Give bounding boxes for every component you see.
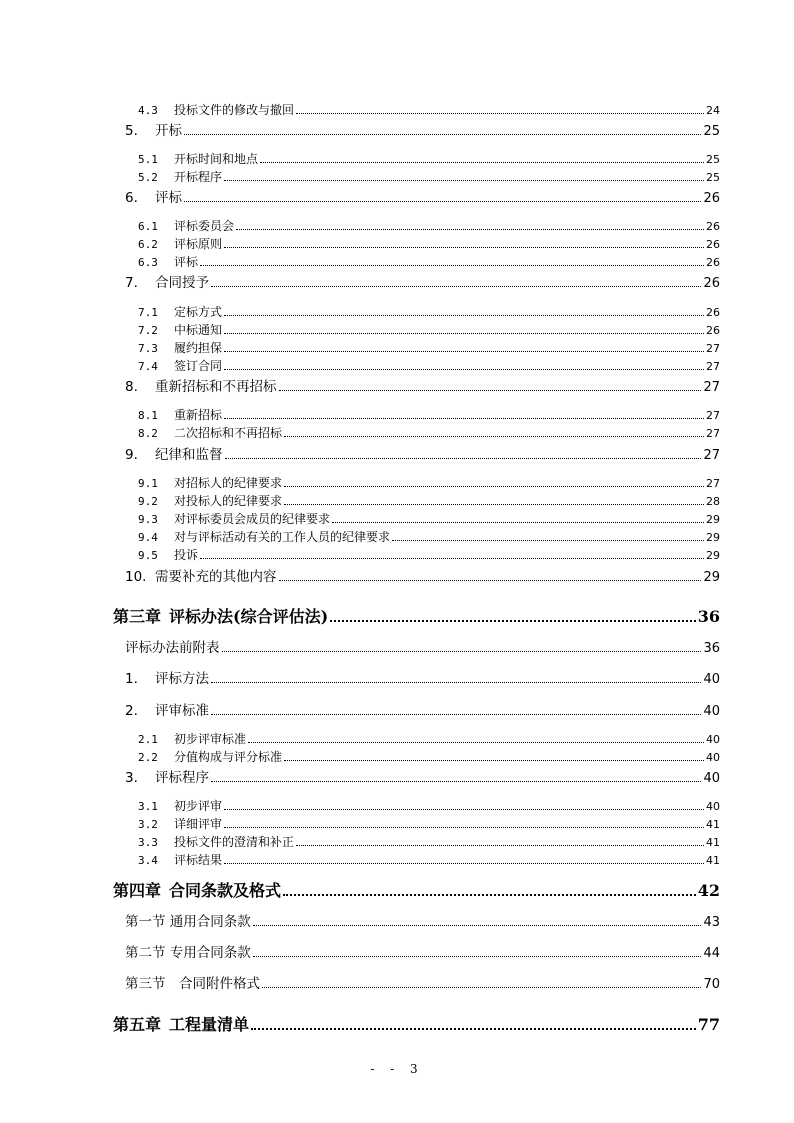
toc-entry[interactable] xyxy=(138,253,720,270)
toc-entry-number: 4.3 xyxy=(138,104,158,117)
toc-entry-title: 评标 xyxy=(155,190,182,206)
toc-entry[interactable] xyxy=(138,528,720,545)
toc-entry[interactable] xyxy=(138,150,720,167)
toc-entry-number: 3.1 xyxy=(138,800,158,813)
toc-entry-title: 重新招标和不再招标 xyxy=(155,379,277,395)
dot-leader xyxy=(248,742,704,743)
dot-leader xyxy=(224,333,704,334)
toc-entry-title: 需要补充的其他内容 xyxy=(155,569,277,585)
dot-leader xyxy=(211,714,701,715)
toc-entry-title: 评标办法前附表 xyxy=(125,640,220,656)
dot-leader xyxy=(184,201,701,202)
toc-entry[interactable] xyxy=(125,910,720,930)
toc-entry-number: 6.2 xyxy=(138,238,158,251)
toc-chapter[interactable] xyxy=(113,1012,720,1035)
toc-chapter-number: 第四章 xyxy=(113,881,162,900)
toc-entry[interactable] xyxy=(138,851,720,868)
dot-leader xyxy=(284,760,704,761)
toc-entry-number: 7.4 xyxy=(138,360,158,373)
toc-entry-title: 对招标人的纪律要求 xyxy=(174,476,283,490)
toc-entry-page: 26 xyxy=(706,306,720,319)
toc-entry-title: 第二节 专用合同条款 xyxy=(125,945,251,961)
toc-entry[interactable] xyxy=(125,667,720,687)
toc-entry-number: 7.1 xyxy=(138,306,158,319)
toc-chapter[interactable] xyxy=(113,604,720,627)
toc-entry-title: 对评标委员会成员的纪律要求 xyxy=(174,512,331,526)
toc-entry-number: 2.2 xyxy=(138,751,158,764)
toc-entry-page: 40 xyxy=(703,672,720,687)
toc-entry-title: 纪律和监督 xyxy=(155,447,223,463)
toc-entry-number: 6.1 xyxy=(138,220,158,233)
toc-chapter-title: 评标办法(综合评估法) xyxy=(169,607,329,626)
toc-entry-page: 40 xyxy=(706,751,720,764)
dot-leader xyxy=(236,229,704,230)
toc-entry[interactable] xyxy=(138,235,720,252)
toc-entry[interactable] xyxy=(138,815,720,832)
toc-entry[interactable] xyxy=(138,357,720,374)
toc-entry-page: 70 xyxy=(703,977,720,992)
toc-entry[interactable] xyxy=(125,186,720,206)
toc-entry-title: 履约担保 xyxy=(174,341,223,355)
dot-leader xyxy=(211,781,701,782)
toc-entry[interactable] xyxy=(138,424,720,441)
toc-entry-number: 6.3 xyxy=(138,256,158,269)
toc-entry[interactable] xyxy=(138,321,720,338)
toc-entry[interactable] xyxy=(138,510,720,527)
dot-leader xyxy=(392,540,704,541)
dot-leader xyxy=(330,620,696,622)
toc-entry-page: 27 xyxy=(706,477,720,490)
toc-chapter-number: 第三章 xyxy=(113,607,162,626)
toc-entry-title: 投诉 xyxy=(174,548,199,562)
toc-entry-title: 详细评审 xyxy=(174,817,223,831)
toc-entry[interactable] xyxy=(125,766,720,786)
dot-leader xyxy=(262,987,701,988)
toc-entry-title: 第一节 通用合同条款 xyxy=(125,914,251,930)
dot-leader xyxy=(224,369,704,370)
toc-entry-title: 开标时间和地点 xyxy=(174,152,259,166)
toc-entry-page: 29 xyxy=(706,531,720,544)
dot-leader xyxy=(224,418,704,419)
toc-entry-number: 9.2 xyxy=(138,495,158,508)
toc-chapter-title: 工程量清单 xyxy=(169,1015,250,1034)
toc-entry-title: 初步评审标准 xyxy=(174,732,247,746)
dot-leader xyxy=(225,458,702,459)
toc-entry[interactable] xyxy=(125,271,720,291)
toc-entry-page: 26 xyxy=(703,191,720,206)
toc-entry-page: 28 xyxy=(706,495,720,508)
toc-entry-number: 3.2 xyxy=(138,818,158,831)
dot-leader xyxy=(211,286,701,287)
toc-entry-title: 分值构成与评分标准 xyxy=(174,750,283,764)
toc-entry[interactable] xyxy=(125,972,720,992)
toc-entry-number: 3.4 xyxy=(138,854,158,867)
toc-entry-number: 8.2 xyxy=(138,427,158,440)
dot-leader xyxy=(284,486,704,487)
toc-entry-title: 评审标准 xyxy=(155,703,209,719)
toc-entry-page: 43 xyxy=(703,915,720,930)
toc-entry-page: 27 xyxy=(703,380,720,395)
toc-entry-number: 9.4 xyxy=(138,531,158,544)
toc-entry-title: 合同授予 xyxy=(155,275,209,291)
toc-entry[interactable] xyxy=(125,119,720,139)
toc-entry-page: 27 xyxy=(706,360,720,373)
toc-entry-number: 7.3 xyxy=(138,342,158,355)
toc-entry-number: 2.1 xyxy=(138,733,158,746)
toc-entry-title: 二次招标和不再招标 xyxy=(174,426,283,440)
toc-entry-page: 27 xyxy=(706,342,720,355)
toc-entry-page: 40 xyxy=(703,771,720,786)
toc-entry-number: 10. xyxy=(125,569,147,585)
toc-entry-page: 36 xyxy=(703,641,720,656)
page-number-footer: - - 3 xyxy=(370,1062,424,1076)
toc-entry[interactable] xyxy=(138,546,720,563)
toc-entry[interactable] xyxy=(138,217,720,234)
toc-entry-title: 初步评审 xyxy=(174,799,223,813)
dot-leader xyxy=(200,558,704,559)
dot-leader xyxy=(224,180,704,181)
toc-chapter[interactable] xyxy=(113,878,720,901)
toc-entry-title: 评标程序 xyxy=(155,770,209,786)
toc-entry-number: 8.1 xyxy=(138,409,158,422)
dot-leader xyxy=(284,504,704,505)
toc-entry-number: 5.1 xyxy=(138,153,158,166)
toc-chapter-page: 77 xyxy=(697,1015,720,1034)
toc-entry-page: 27 xyxy=(703,448,720,463)
toc-entry[interactable] xyxy=(125,941,720,961)
toc-entry-page: 29 xyxy=(703,570,720,585)
dot-leader xyxy=(224,247,704,248)
toc-entry[interactable] xyxy=(138,339,720,356)
toc-entry[interactable] xyxy=(138,101,720,118)
toc-entry-title: 对投标人的纪律要求 xyxy=(174,494,283,508)
toc-entry-title: 评标 xyxy=(174,255,199,269)
toc-entry-page: 26 xyxy=(703,276,720,291)
dot-leader xyxy=(253,925,702,926)
toc-entry-title: 评标原则 xyxy=(174,237,223,251)
toc-entry-page: 40 xyxy=(706,733,720,746)
toc-entry-page: 25 xyxy=(706,153,720,166)
toc-entry-page: 24 xyxy=(706,104,720,117)
toc-entry-title: 对与评标活动有关的工作人员的纪律要求 xyxy=(174,530,391,544)
toc-entry-page: 27 xyxy=(706,409,720,422)
toc-entry-page: 40 xyxy=(706,800,720,813)
toc-entry-page: 41 xyxy=(706,836,720,849)
toc-entry-number: 3. xyxy=(125,770,138,786)
toc-entry-number: 1. xyxy=(125,671,138,687)
toc-chapter-page: 42 xyxy=(697,881,720,900)
toc-entry-page: 29 xyxy=(706,513,720,526)
toc-entry[interactable] xyxy=(138,492,720,509)
toc-entry-number: 2. xyxy=(125,703,138,719)
toc-entry-title: 签订合同 xyxy=(174,359,223,373)
toc-entry[interactable] xyxy=(138,303,720,320)
toc-entry-number: 8. xyxy=(125,379,138,395)
toc-entry[interactable] xyxy=(125,565,720,585)
toc-entry-title: 重新招标 xyxy=(174,408,223,422)
toc-entry-number: 9.5 xyxy=(138,549,158,562)
toc-entry-number: 9.1 xyxy=(138,477,158,490)
toc-entry[interactable] xyxy=(125,375,720,395)
dot-leader xyxy=(251,1028,696,1030)
dot-leader xyxy=(283,894,696,896)
dot-leader xyxy=(200,265,704,266)
dot-leader xyxy=(260,162,704,163)
toc-entry-number: 6. xyxy=(125,190,138,206)
dot-leader xyxy=(222,651,702,652)
toc-entry-title: 定标方式 xyxy=(174,305,223,319)
toc-entry-page: 40 xyxy=(703,704,720,719)
toc-entry-title: 评标委员会 xyxy=(174,219,235,233)
toc-entry-title: 评标方法 xyxy=(155,671,209,687)
toc-entry-title: 评标结果 xyxy=(174,853,223,867)
dot-leader xyxy=(184,134,701,135)
dot-leader xyxy=(279,580,702,581)
toc-entry[interactable] xyxy=(138,797,720,814)
toc-chapter-title: 合同条款及格式 xyxy=(169,881,282,900)
toc-entry-number: 5. xyxy=(125,123,138,139)
toc-entry[interactable] xyxy=(138,748,720,765)
toc-entry[interactable] xyxy=(125,636,720,656)
dot-leader xyxy=(224,315,704,316)
toc-entry-number: 9. xyxy=(125,447,138,463)
toc-entry-page: 26 xyxy=(706,220,720,233)
dot-leader xyxy=(332,522,704,523)
toc-entry[interactable] xyxy=(138,406,720,423)
toc-entry-title: 开标程序 xyxy=(174,170,223,184)
toc-chapter-page: 36 xyxy=(697,607,720,626)
toc-entry[interactable] xyxy=(138,730,720,747)
toc-entry-number: 7. xyxy=(125,275,138,291)
toc-entry-page: 41 xyxy=(706,818,720,831)
toc-entry[interactable] xyxy=(138,833,720,850)
toc-entry[interactable] xyxy=(138,168,720,185)
toc-entry-title: 投标文件的澄清和补正 xyxy=(174,835,295,849)
toc-entry-page: 29 xyxy=(706,549,720,562)
dot-leader xyxy=(284,436,704,437)
dot-leader xyxy=(224,863,704,864)
toc-entry[interactable] xyxy=(138,474,720,491)
toc-entry-number: 9.3 xyxy=(138,513,158,526)
toc-entry-number: 5.2 xyxy=(138,171,158,184)
dot-leader xyxy=(279,390,702,391)
toc-chapter-number: 第五章 xyxy=(113,1015,162,1034)
dot-leader xyxy=(296,113,704,114)
toc-entry-page: 25 xyxy=(703,124,720,139)
toc-entry-title: 第三节 合同附件格式 xyxy=(125,976,260,992)
toc-entry-number: 3.3 xyxy=(138,836,158,849)
toc-entry-page: 44 xyxy=(703,946,720,961)
toc-entry-page: 25 xyxy=(706,171,720,184)
toc-entry-title: 开标 xyxy=(155,123,182,139)
dot-leader xyxy=(224,827,704,828)
toc-entry-page: 41 xyxy=(706,854,720,867)
toc-entry-page: 26 xyxy=(706,324,720,337)
dot-leader xyxy=(211,682,701,683)
toc-entry[interactable] xyxy=(125,699,720,719)
dot-leader xyxy=(224,351,704,352)
toc-entry-number: 7.2 xyxy=(138,324,158,337)
toc-entry[interactable] xyxy=(125,443,720,463)
dot-leader xyxy=(224,809,704,810)
toc-entry-title: 投标文件的修改与撤回 xyxy=(174,103,295,117)
dot-leader xyxy=(253,956,702,957)
dot-leader xyxy=(296,845,704,846)
toc-entry-page: 27 xyxy=(706,427,720,440)
toc-entry-page: 26 xyxy=(706,238,720,251)
toc-entry-page: 26 xyxy=(706,256,720,269)
toc-entry-title: 中标通知 xyxy=(174,323,223,337)
